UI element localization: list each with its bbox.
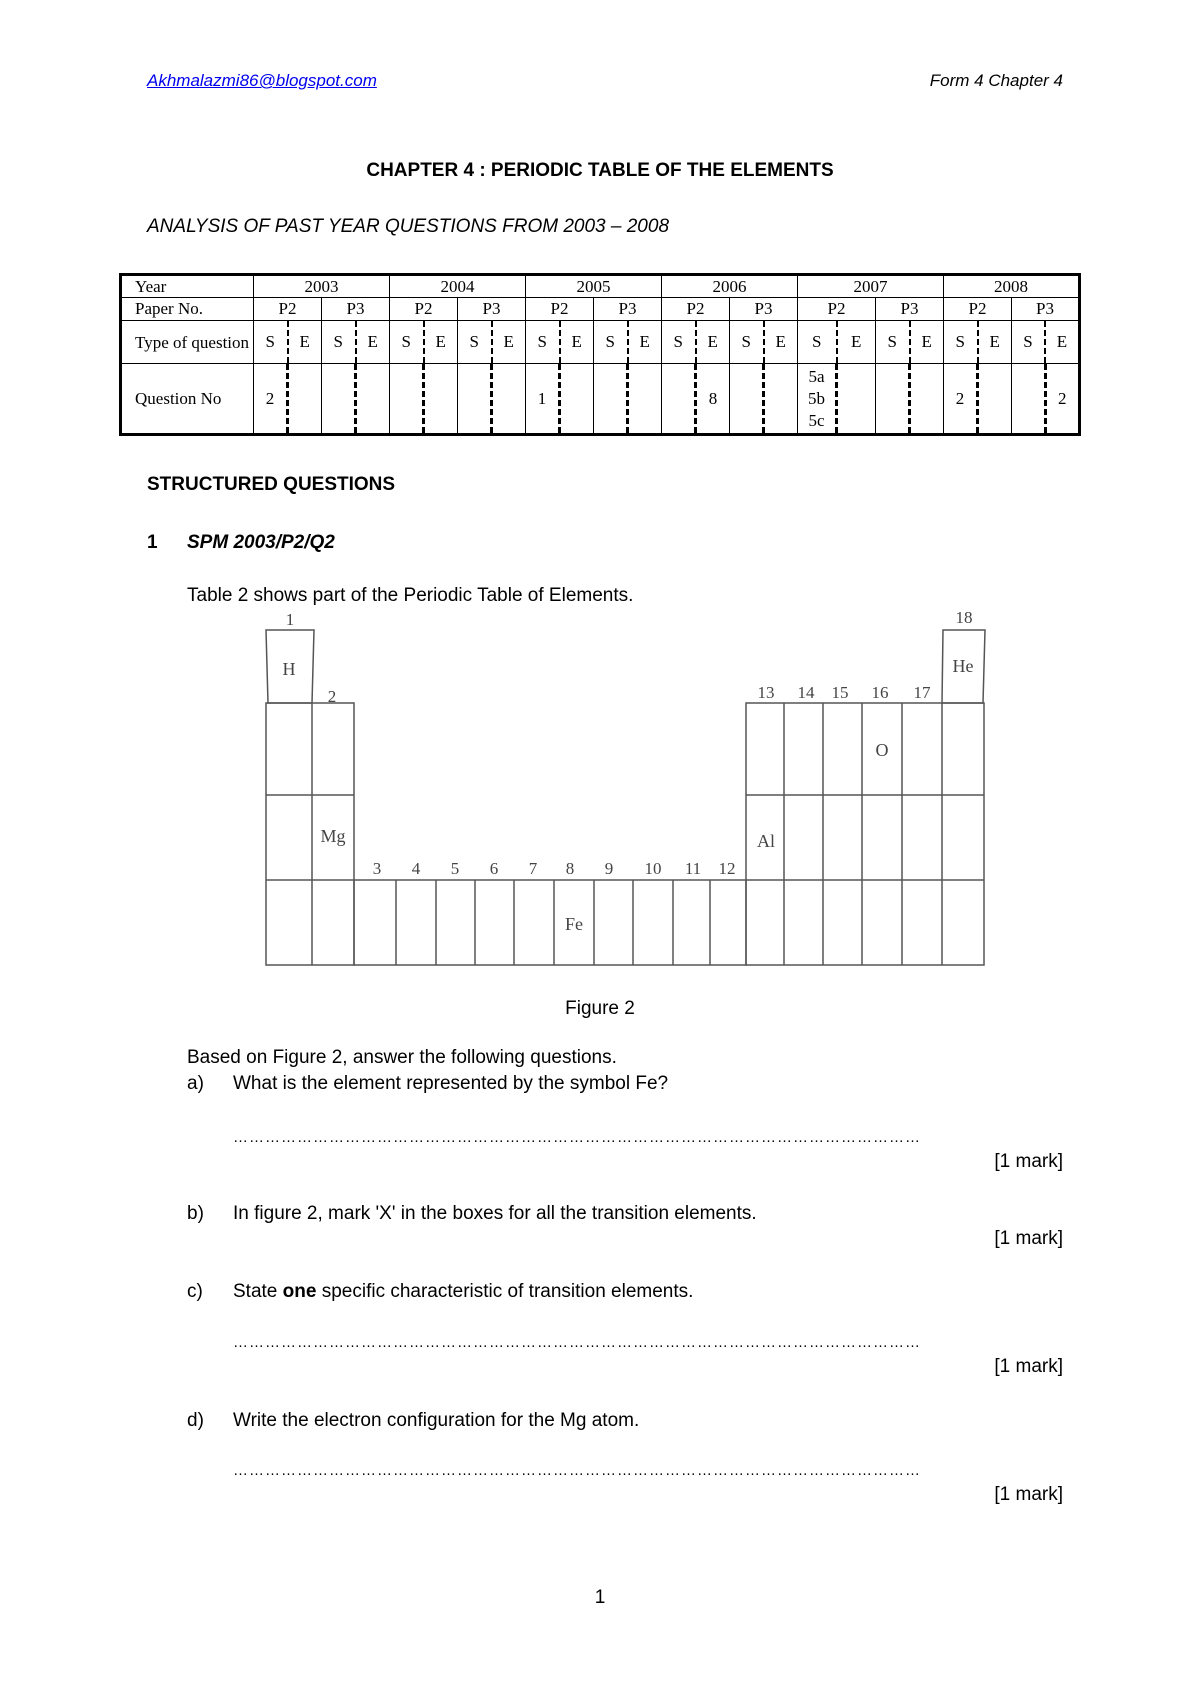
group-label: 17 [913,683,931,702]
type-e: E [639,332,650,351]
year-header: 2007 [798,275,944,298]
row-label-qno: Question No [121,364,254,435]
group-label: 9 [604,859,614,878]
year-header: 2004 [390,275,526,298]
type-e: E [921,332,932,351]
paper-cell: P3 [322,298,390,321]
qno-s: 2 [944,364,979,433]
paper-cell: P2 [798,298,876,321]
blog-link[interactable]: Akhmalazmi86@blogspot.com [147,71,377,90]
symbol-al: Al [757,831,775,851]
answer-line: ………………………………………………………………………………………………………………… [233,1129,921,1146]
group-label: 2 [327,687,337,706]
part-text-before: State [233,1281,283,1302]
mark-label: [1 mark] [994,1151,1063,1172]
symbol-he: He [952,656,974,676]
group-label: 1 [285,610,295,629]
paper-cell: P2 [526,298,594,321]
mark-label: [1 mark] [994,1356,1063,1377]
section-title: STRUCTURED QUESTIONS [147,474,396,495]
group-label: 4 [411,859,421,878]
question-prompt: Based on Figure 2, answer the following questions. [187,1047,617,1068]
qno-item: 5a [808,366,825,386]
part-text: Write the electron configuration for the Mg atom. [233,1410,640,1431]
group-label: 7 [528,859,538,878]
type-e: E [571,332,582,351]
type-s: S [526,321,561,363]
type-e: E [775,332,786,351]
page-subtitle: ANALYSIS OF PAST YEAR QUESTIONS FROM 2003 – 2008 [147,216,670,237]
type-s: S [594,321,629,363]
type-e: E [435,332,446,351]
group-label: 8 [565,859,575,878]
type-s: S [1012,321,1046,363]
paper-cell: P3 [458,298,526,321]
question-number: 1 [147,532,158,553]
answer-line: ………………………………………………………………………………………………………………… [233,1462,921,1479]
row-label-paper: Paper No. [121,298,254,321]
group-label: 18 [955,608,973,627]
part-text: In figure 2, mark 'X' in the boxes for all the transition elements. [233,1203,757,1224]
mark-label: [1 mark] [994,1484,1063,1505]
type-s: S [390,321,425,363]
type-s: S [254,321,289,363]
part-text [233,1281,693,1303]
qno-item: 5c [808,410,825,430]
group-label: 12 [718,859,736,878]
group-label: 14 [797,683,815,702]
group-label: 5 [450,859,460,878]
type-e: E [851,332,862,351]
group-label: 6 [489,859,499,878]
figure-caption: Figure 2 [565,998,635,1019]
type-s: S [322,321,357,363]
part-text-after: specific characteristic of transition elements. [316,1281,694,1302]
symbol-mg: Mg [320,826,346,846]
paper-cell: P2 [390,298,458,321]
block-d [354,880,746,965]
type-s: S [458,321,493,363]
page-number: 1 [594,1587,606,1608]
type-s: S [662,321,697,363]
group-label: 11 [684,859,702,878]
qno-item: 5b [808,388,825,408]
qno-e: 8 [708,388,718,408]
type-e: E [299,332,310,351]
question-source: SPM 2003/P2/Q2 [187,532,335,553]
part-label: d) [187,1410,204,1431]
year-header: 2005 [526,275,662,298]
part-text: What is the element represented by the symbol Fe? [233,1073,669,1094]
symbol-h: H [282,659,296,679]
type-s: S [730,321,765,363]
group-label: 16 [871,683,889,702]
qno-e: 2 [1058,388,1067,408]
paper-cell: P3 [876,298,944,321]
paper-cell: P3 [1012,298,1080,321]
type-e: E [989,332,1000,351]
type-e: E [1056,332,1068,351]
year-header: 2003 [254,275,390,298]
qno-s: 1 [526,364,561,433]
row-label-type: Type of question [121,321,254,364]
part-label: a) [187,1073,204,1094]
part-label: b) [187,1203,204,1224]
symbol-fe: Fe [565,914,583,934]
page-title: CHAPTER 4 : PERIODIC TABLE OF THE ELEMENTS [366,160,834,181]
question-intro: Table 2 shows part of the Periodic Table of Elements. [187,585,634,606]
type-e: E [367,332,378,351]
part-label: c) [187,1281,203,1302]
paper-cell: P2 [254,298,322,321]
group-label: 3 [372,859,382,878]
part-text-bold: one [282,1281,317,1302]
year-header: 2008 [944,275,1080,298]
answer-line: ………………………………………………………………………………………………………………… [233,1334,921,1351]
row-label-year: Year [121,275,254,298]
block-p [746,703,984,965]
paper-cell: P3 [730,298,798,321]
group-label: 10 [644,859,662,878]
qno-s: 2 [254,364,289,433]
type-s: S [876,321,911,363]
type-s: S [798,321,838,363]
group-label: 15 [831,683,849,702]
type-s: S [944,321,979,363]
paper-cell: P3 [594,298,662,321]
type-e: E [503,332,514,351]
paper-cell: P2 [662,298,730,321]
mark-label: [1 mark] [994,1228,1063,1249]
type-e: E [707,332,718,351]
symbol-o: O [875,740,889,760]
chapter-header: Form 4 Chapter 4 [929,71,1063,90]
group-label: 13 [757,683,775,702]
year-header: 2006 [662,275,798,298]
paper-cell: P2 [944,298,1012,321]
